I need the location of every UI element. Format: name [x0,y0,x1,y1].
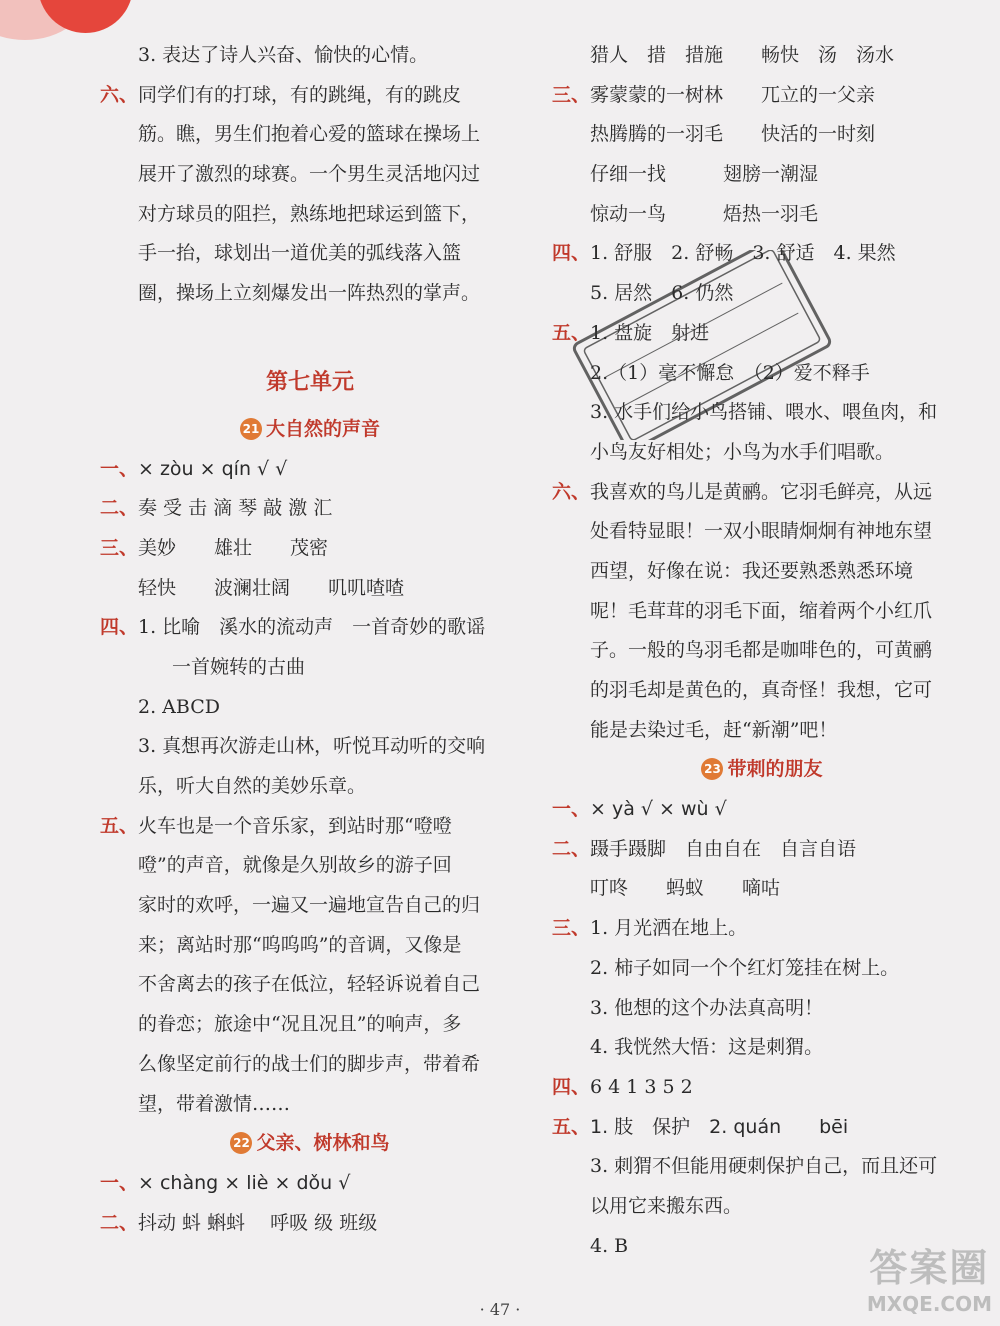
answer-line [552,115,972,155]
answer-line [552,1028,972,1068]
answer-line [552,592,972,632]
answer-text: 1. 肢 保护 2. quán bēi [590,1115,849,1138]
answer-text: 来；离站时那“呜呜呜”的音调，又像是 [138,933,462,956]
page-number: · 47 · [479,1300,521,1319]
stamp-icon [572,250,832,440]
answer-line [552,671,972,711]
answer-text: × chàng × liè × dǒu √ [138,1171,351,1194]
answer-line [552,1187,972,1227]
answer-text: 3. 水手们给小鸟搭铺、喂水、喂鱼肉，和 [590,401,938,424]
answer-text: 美妙 雄壮 茂密 [138,536,329,559]
answer-text: 轻快 波澜壮阔 叽叽喳喳 [138,576,405,599]
answer-text: 1. 舒服 2. 舒畅 3. 舒适 4. 果然 [590,242,896,265]
answer-line [100,608,520,648]
answer-text: 2. ABCD [138,695,220,718]
answer-line [100,234,520,274]
answer-line [100,155,520,195]
lesson-number-badge: 21 [240,418,262,440]
answer-line [552,909,972,949]
question-number: 一、 [100,457,139,480]
answer-text: 么像坚定前行的战士们的脚步声，带着希 [138,1052,481,1075]
answer-text: 子。一般的鸟羽毛都是咖啡色的，可黄鹂 [590,639,933,662]
lesson-title [552,750,972,790]
answer-text: 4. B [590,1234,629,1257]
answer-text: 5. 居然 6. 仍然 [590,282,734,305]
answer-text: 雾蒙蒙的一树林 兀立的一父亲 [590,83,876,106]
answer-text: 望，带着激情…… [138,1092,291,1115]
answer-text: 手一抬，球划出一道优美的弧线落入篮 [138,242,462,265]
answer-text: 3. 表达了诗人兴奋、愉快的心情。 [138,44,429,66]
lesson-title-text: 大自然的声音 [265,417,380,440]
question-number: 五、 [100,814,139,837]
left-column [100,36,520,1243]
answer-line [100,926,520,966]
answer-line [100,807,520,847]
answer-text: 西望，好像在说：我还要熟悉熟悉环境 [590,559,914,582]
answer-text: 抖动 蚪 蝌蚪 呼吸 级 班级 [138,1211,378,1234]
answer-line [100,1085,520,1125]
watermark-logo [867,1237,992,1316]
answer-text: 3. 他想的这个办法真高明！ [590,996,824,1019]
answer-text: 家时的欢呼，一遍又一遍地宣告自己的归 [138,894,481,917]
lesson-number-badge: 22 [230,1132,252,1154]
answer-line [100,688,520,728]
answer-line [100,36,520,76]
answer-line [552,76,972,116]
question-number: 二、 [100,497,139,520]
answer-text: 乐，听大自然的美妙乐章。 [138,775,367,797]
question-number: 二、 [100,1211,139,1234]
answer-line [552,830,972,870]
lesson-number-badge: 23 [701,758,723,780]
answer-line [552,989,972,1029]
answer-line [552,711,972,751]
answer-line [100,274,520,314]
answer-text: 以用它来搬东西。 [590,1194,743,1217]
answer-text: 6 4 1 3 5 2 [590,1075,693,1098]
watermark-title: 答案圈 [869,1246,990,1290]
answer-text: 1. 月光洒在地上。 [590,917,748,940]
question-number: 四、 [552,242,591,265]
answer-line [100,529,520,569]
answer-text: 能是去染过毛，赶“新潮”吧！ [590,718,838,741]
answer-text: 圈，操场上立刻爆发出一阵热烈的掌声。 [138,282,481,305]
question-number: 一、 [552,798,591,821]
spacer [100,314,520,354]
question-number: 四、 [100,616,139,639]
answer-text: 的眷恋；旅途中“况且况且”的响声，多 [138,1013,462,1036]
answer-text: 我喜欢的鸟儿是黄鹂。它羽毛鲜亮，从远 [590,480,933,503]
answer-line [100,886,520,926]
answer-text: 猎人 措 措施 畅快 汤 汤水 [590,44,895,66]
answer-line [552,1068,972,1108]
answer-line [100,1045,520,1085]
answer-line [552,1147,972,1187]
answer-line [100,846,520,886]
question-number: 五、 [552,1115,591,1138]
answer-text: 3. 真想再次游走山林，听悦耳动听的交响 [138,735,486,758]
answer-line [552,1108,972,1148]
answer-text: 不舍离去的孩子在低泣，轻轻诉说着自己 [138,973,481,996]
answer-line [552,631,972,671]
answer-line [100,1164,520,1204]
answer-line [100,115,520,155]
unit-title: 第七单元 [265,368,354,395]
question-number: 二、 [552,837,591,860]
question-number: 三、 [552,917,591,940]
question-number: 五、 [552,321,591,344]
question-number: 六、 [552,480,591,503]
lesson-title [100,410,520,450]
answer-text: 2.（1）毫不懈怠 （2）爱不释手 [590,361,870,384]
question-number: 四、 [552,1075,591,1098]
answer-text: × zòu × qín √ √ [138,457,288,480]
answer-line [100,767,520,807]
answer-line [100,1204,520,1244]
answer-text: 呢！毛茸茸的羽毛下面，缩着两个小红爪 [590,599,933,622]
answer-line [552,790,972,830]
answer-text: 展开了激烈的球赛。一个男生灵活地闪过 [138,163,481,186]
answer-text: 小鸟友好相处；小鸟为水手们唱歌。 [590,440,895,463]
right-column [552,36,972,1266]
answer-line [100,569,520,609]
answer-text: 1. 比喻 溪水的流动声 一首奇妙的歌谣 [138,616,486,639]
answer-text: 的羽毛却是黄色的，真奇怪！我想，它可 [590,679,933,701]
answer-line [552,512,972,552]
answer-text: × yà √ × wù √ [590,798,727,821]
answer-text: 惊动一鸟 焐热一羽毛 [590,202,819,225]
answer-text: 热腾腾的一羽毛 快活的一时刻 [590,123,876,146]
answer-line [552,869,972,909]
answer-text: 筋。瞧，男生们抱着心爱的篮球在操场上 [138,123,481,146]
answer-text: 叮咚 蚂蚁 嘀咕 [590,877,781,900]
answer-text: 仔细一找 翅膀一潮湿 [590,163,819,186]
answer-line [552,155,972,195]
lesson-title-text: 带刺的朋友 [727,758,823,781]
answer-text: 处看特显眼！一双小眼睛炯炯有神地东望 [590,520,933,543]
question-number: 一、 [100,1171,139,1194]
answer-text: 蹑手蹑脚 自由自在 自言自语 [590,837,857,860]
answer-line [100,727,520,767]
answer-line [100,648,520,688]
answer-text: 对方球员的阻拦，熟练地把球运到篮下， [138,202,481,225]
answer-line [100,965,520,1005]
answer-text: 3. 刺猬不但能用硬刺保护自己，而且还可 [590,1155,938,1178]
answer-text: 4. 我恍然大悟：这是刺猬。 [590,1036,824,1059]
answer-text: 噔”的声音，就像是久别故乡的游子回 [138,854,452,877]
answer-line [100,1005,520,1045]
question-number: 三、 [100,536,139,559]
answer-text: 同学们有的打球，有的跳绳，有的跳皮 [138,83,462,106]
answer-line [552,552,972,592]
watermark-url: MXQE.COM [866,1292,992,1316]
answer-line [552,949,972,989]
lesson-title [100,1124,520,1164]
answer-text: 奏 受 击 滴 琴 敲 激 汇 [138,497,333,520]
question-number: 三、 [552,83,591,106]
answer-line [100,76,520,116]
question-number: 六、 [100,83,139,106]
lesson-title-text: 父亲、树林和鸟 [256,1132,390,1155]
answer-line [552,473,972,513]
answer-line [100,195,520,235]
answer-text: 1. 盘旋 射进 [590,321,710,344]
answer-text: 一首婉转的古曲 [172,655,306,678]
answer-line [100,450,520,490]
answer-text: 火车也是一个音乐家，到站时那“噔噔 [138,814,452,837]
answer-line [100,489,520,529]
answer-line [552,195,972,235]
answer-text: 2. 柿子如同一个个红灯笼挂在树上。 [590,956,900,979]
answer-line [552,36,972,76]
